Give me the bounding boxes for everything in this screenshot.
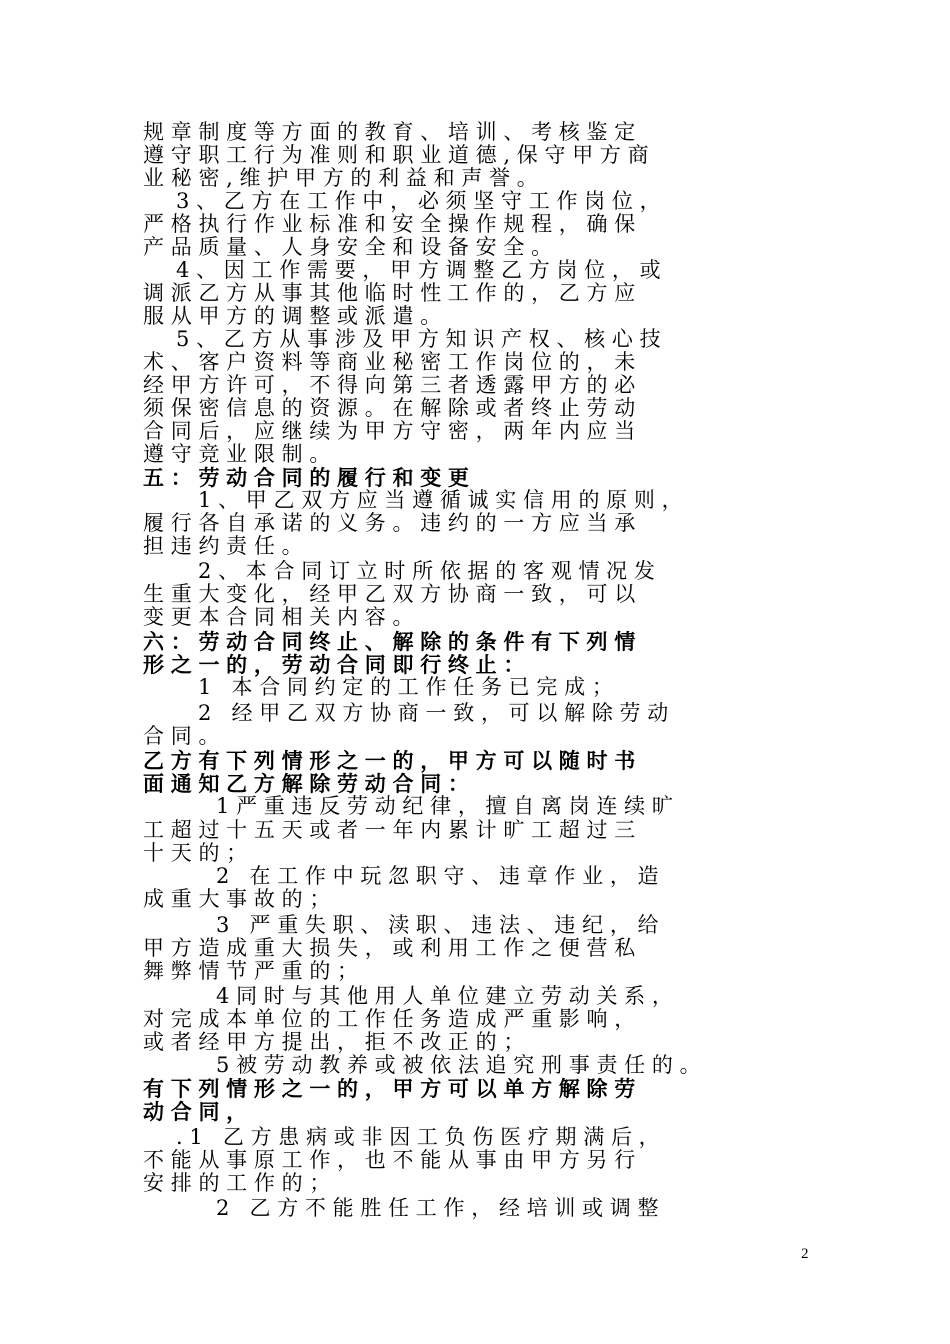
body-text-line: 4、因工作需要，甲方调整乙方岗位，或 [176,258,668,282]
body-text-line: 1严重违反劳动纪律，擅自离岗连续旷 [216,794,680,818]
body-text-line: 严格执行作业标准和安全操作规程，确保 [143,212,642,236]
body-text-line: 甲方造成重大损失，或利用工作之便营私 [143,936,642,960]
body-text-line: 调派乙方从事其他临时性工作的，乙方应 [143,281,642,305]
section-heading-line: 六：劳动合同终止、解除的条件有下列情 [143,629,642,654]
contract-text-block [143,121,823,1220]
body-text-line: 5被劳动教养或被依法追究刑事责任的。 [216,1053,708,1077]
body-text-line: 工超过十五天或者一年内累计旷工超过三 [143,818,642,842]
section-heading-line: 乙方有下列情形之一的，甲方可以随时书 [143,748,642,773]
body-text-line: 十天的； [143,841,254,865]
body-text-line: .1 乙方患病或非因工负伤医疗期满后， [176,1125,667,1149]
body-text-line: 担违约责任。 [143,534,310,558]
section-heading-line: 面通知乙方解除劳动合同： [143,771,476,796]
body-text-line: 或者经甲方提出，拒不改正的； [143,1030,532,1054]
body-text-line: 不能从事原工作，也不能从事由甲方另行 [143,1148,642,1172]
body-text-line: 遵守职工行为准则和职业道德,保守甲方商 [143,143,656,167]
body-text-line: 规章制度等方面的教育、培训、考核鉴定 [143,120,642,144]
body-text-line: 2 乙方不能胜任工作，经培训或调整 [216,1196,666,1220]
body-text-line: 合同。 [143,724,227,748]
body-text-line: 服从甲方的调整或派遣。 [143,304,448,328]
body-text-line: 安排的工作的； [143,1171,338,1195]
body-text-line: 5、乙方从事涉及甲方知识产权、核心技 [176,327,668,351]
body-text-line: 经甲方许可，不得向第三者透露甲方的必 [143,373,642,397]
body-text-line: 术、客户资料等商业秘密工作岗位的，未 [143,350,642,374]
body-text-line: 2 经甲乙双方协商一致，可以解除劳动 [198,701,675,725]
section-heading-line: 动合同， [143,1099,254,1124]
body-text-line: 4同时与其他用人单位建立劳动关系， [216,984,680,1008]
body-text-line: 履行各自承诺的义务。违约的一方应当承 [143,511,642,535]
body-text-line: 1、甲乙双方应当遵循诚实信用的原则， [198,488,690,512]
body-text-line: 变更本合同相关内容。 [143,605,421,629]
body-text-line: 生重大变化，经甲乙双方协商一致，可以 [143,582,642,606]
body-text-line: 对完成本单位的工作任务造成严重影响， [143,1007,642,1031]
section-heading-line: 五：劳动合同的履行和变更 [143,465,476,490]
body-text-line: 产品质量、人身安全和设备安全。 [143,235,559,259]
body-text-line: 成重大事故的； [143,887,338,911]
section-heading-line: 形之一的，劳动合同即行终止： [143,652,532,677]
body-text-line: 遵守竞业限制。 [143,442,338,466]
section-heading-line: 有下列情形之一的，甲方可以单方解除劳 [143,1076,642,1101]
body-text-line: 须保密信息的资源。在解除或者终止劳动 [143,396,642,420]
body-text-line: 业秘密,维护甲方的利益和声誉。 [143,166,545,190]
page-number: 2 [801,1246,809,1262]
body-text-line: 舞弊情节严重的； [143,959,365,983]
body-text-line: 1 本合同约定的工作任务已完成； [198,675,620,699]
body-text-line: 2 在工作中玩忽职守、违章作业，造 [216,864,666,888]
body-text-line: 2、本合同订立时所依据的客观情况发 [198,559,662,583]
body-text-line: 合同后，应继续为甲方守密，两年内应当 [143,419,642,443]
body-text-line: 3、乙方在工作中，必须坚守工作岗位， [176,189,668,213]
body-text-line: 3 严重失职、渎职、违法、违纪，给 [216,913,666,937]
